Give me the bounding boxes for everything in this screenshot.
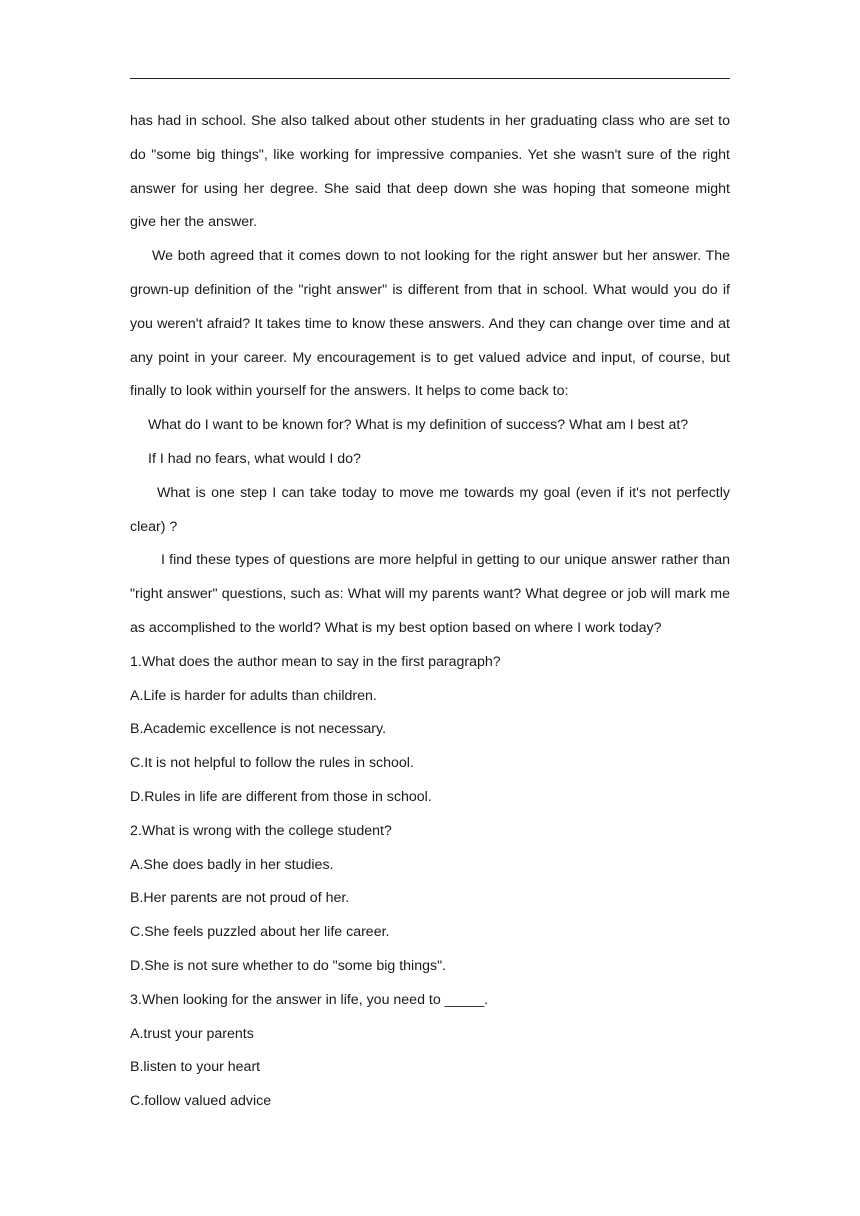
- passage-question-line-2: If I had no fears, what would I do?: [148, 450, 361, 467]
- question-stem: 2.What is wrong with the college student?: [130, 822, 392, 839]
- answer-option: C.It is not helpful to follow the rules in school.: [130, 755, 414, 772]
- answer-option: D.She is not sure whether to do "some big things".: [130, 957, 447, 974]
- question-stem: 3.When looking for the answer in life, you need to _____.: [130, 991, 489, 1008]
- answer-option: C.follow valued advice: [130, 1093, 272, 1110]
- answer-option: C.She feels puzzled about her life career.: [130, 924, 390, 941]
- answer-option: A.Life is harder for adults than children.: [130, 687, 377, 704]
- page-content: [130, 105, 730, 1119]
- answer-option: B.listen to your heart: [130, 1059, 261, 1076]
- answer-option: D.Rules in life are different from those in school.: [130, 788, 432, 805]
- question-3: [130, 984, 730, 1119]
- passage-paragraph-2: We both agreed that it comes down to not looking for the right answer but her answer. The grown-up definition of the "right answer" is different from that in school. What would you do if you weren't afraid? It takes time to know these answers. And they can change over time and at any point in your career. My encouragement is to get valued advice and input, of course, but finally to look within yourself for the answers. It helps to come back to:: [130, 248, 730, 400]
- passage-paragraph-1: has had in school. She also talked about other students in her graduating class who are set to do "some big things", like working for impressive companies. Yet she wasn't sure of the right answer for using her degree. She said that deep down she was hoping that someone might give her the answer.: [130, 113, 730, 231]
- answer-option: B.Her parents are not proud of her.: [130, 890, 350, 907]
- answer-option: A.She does badly in her studies.: [130, 856, 334, 873]
- question-1: [130, 646, 730, 815]
- header-rule: [130, 78, 730, 79]
- answer-option: B.Academic excellence is not necessary.: [130, 721, 387, 738]
- question-2: [130, 815, 730, 984]
- answer-option: A.trust your parents: [130, 1025, 254, 1042]
- question-stem: 1.What does the author mean to say in the first paragraph?: [130, 653, 501, 670]
- passage-question-line-1: What do I want to be known for? What is my definition of success? What am I best at?: [148, 417, 689, 434]
- passage-question-line-3: What is one step I can take today to move me towards my goal (even if it's not perfectly clear) ?: [130, 484, 730, 535]
- passage-paragraph-6: I find these types of questions are more helpful in getting to our unique answer rather than "right answer" questions, such as: What will my parents want? What degree or job will mark me as accomplished to the world? What is my best option based on where I work today?: [130, 552, 730, 636]
